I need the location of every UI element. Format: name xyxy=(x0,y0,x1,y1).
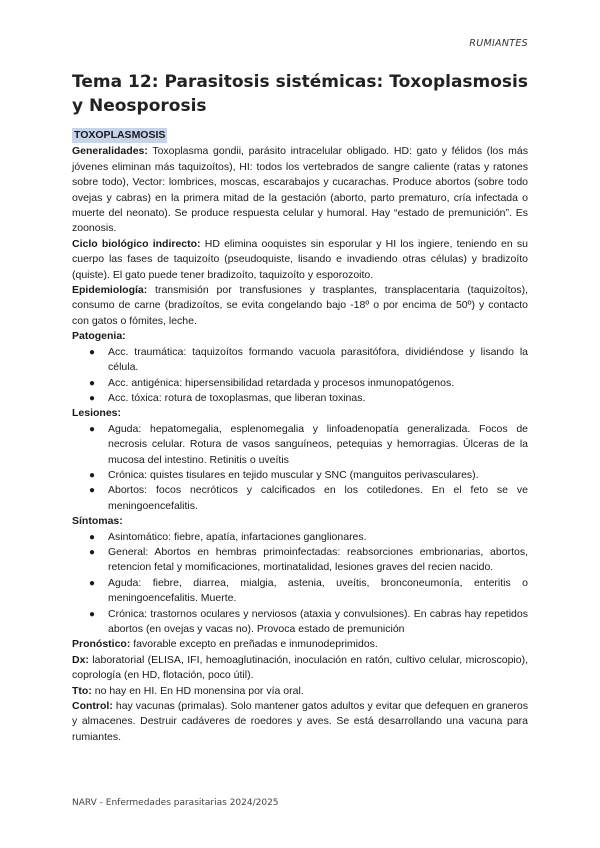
paragraph-ciclo xyxy=(72,237,528,283)
list-item xyxy=(89,422,528,468)
list-item-text: Aguda: fiebre, diarrea, mialgia, astenia, uveítis, bronconeumonía, enteritis o meningoencefalitis. Muerte. xyxy=(108,576,528,605)
paragraph-control xyxy=(72,699,528,745)
bullet-icon: ● xyxy=(89,485,96,497)
list-item-text: Crónica: trastornos oculares y nerviosos (ataxia y convulsiones). En cabras hay repetidos abortos (en ovejas y vacas no). Provoca estado de premunición xyxy=(108,607,528,635)
label-control: Control: xyxy=(72,700,113,713)
bullet-icon: ● xyxy=(89,392,96,404)
text-dx: laboratorial (ELISA, IFI, hemoaglutinación, inoculación en ratón, cultivo celular, microscopio), coprología (en HD, flotación, poco útil). xyxy=(72,653,528,682)
label-ciclo: Ciclo biológico indirecto: xyxy=(72,237,201,250)
label-patogenia: Patogenia: xyxy=(72,330,126,343)
label-pronostico: Pronóstico: xyxy=(72,638,131,651)
list-lesiones xyxy=(72,422,528,514)
text-generalidades: Toxoplasma gondii, parásito intracelular obligado. HD: gato y félidos (los más jóvenes eliminan más taquizoítos), HI: todos los vertebrados de sangre caliente (ratas y ratones sobre todo), Vector: lombrices, moscas, escarabajos y cucarachas. Produce abortos (sobre todo ovejas y cabras) en la primera mitad de la gestación (aborto, parto prematuro, cría infectada o muerte del neonato). Se produce respuesta celular y humoral. Hay “estado de premunición”. Es zoonosis. xyxy=(72,145,528,235)
text-control: hay vacunas (primalas). Solo mantener gatos adultos y evitar que defequen en graneros y almacenes. Destruir cadáveres de roedores y aves. Se está desarrollando una vacuna para rumiantes. xyxy=(72,700,528,743)
list-item xyxy=(89,483,528,514)
list-item xyxy=(89,376,528,391)
list-item-text: Acc. tóxica: rotura de toxoplasmas, que liberan toxinas. xyxy=(108,391,366,404)
page-footer: NARV - Enfermedades parasitarias 2024/2025 xyxy=(72,798,279,808)
list-item-text: Aguda: hepatomegalia, esplenomegalia y linfoadenopatía generalizada. Focos de necrosis celular. Rotura de vasos sanguíneos, petequias y hemorragias. Úlceras de la mucosa del intestino. Retinitis o uveítis xyxy=(108,422,528,466)
label-epidemiologia: Epidemiología: xyxy=(72,284,148,297)
header-tag: RUMIANTES xyxy=(469,38,528,49)
paragraph-pronostico xyxy=(72,637,528,652)
text-tto: no hay en HI. En HD monensina por vía oral. xyxy=(91,684,304,697)
paragraph-dx xyxy=(72,653,528,684)
list-item xyxy=(89,468,528,483)
heading-lesiones xyxy=(72,406,528,421)
bullet-icon: ● xyxy=(89,346,96,358)
bullet-icon: ● xyxy=(89,469,96,481)
list-item xyxy=(89,530,528,545)
list-item-text: Crónica: quistes tisulares en tejido muscular y SNC (manguitos perivasculares). xyxy=(108,468,479,481)
paragraph-epidemiologia xyxy=(72,283,528,329)
heading-patogenia xyxy=(72,329,528,344)
list-patogenia xyxy=(72,345,528,407)
label-dx: Dx: xyxy=(72,653,89,666)
paragraph-tto xyxy=(72,684,528,699)
label-generalidades: Generalidades: xyxy=(72,145,148,158)
list-item-text: Acc. antigénica: hipersensibilidad retardada y procesos inmunopatógenos. xyxy=(108,376,455,389)
bullet-icon: ● xyxy=(89,608,96,620)
bullet-icon: ● xyxy=(89,377,96,389)
text-ciclo: HD elimina ooquistes sin esporular y HI los ingiere, teniendo en su cuerpo las fases de taquizoíto (pseudoquiste, lisando e invadiendo otras células) y bradizoíto (quiste). El gato puede tener bradizoíto, taquizoíto y esporozoito. xyxy=(72,237,529,281)
bullet-icon: ● xyxy=(89,423,96,435)
list-item xyxy=(89,345,528,376)
section-heading: TOXOPLASMOSIS xyxy=(72,128,167,143)
text-epidemiologia: transmisión por transfusiones y trasplantes, transplacentaria (taquizoítos), consumo de carne (bradizoítos, se evita congelando bajo -18º o por encima de 50º) y contacto con gatos o fómites, leche. xyxy=(72,284,528,327)
label-tto: Tto: xyxy=(72,684,92,697)
list-item-text: Abortos: focos necróticos y calcificados en los cotiledones. En el feto se ve meningoencefalitis. xyxy=(108,484,528,512)
list-item-text: General: Abortos en hembras primoinfectadas: reabsorciones embrionarias, abortos, retencion fetal y momificaciones, mortinatalidad, lesiones graves del recien nacido. xyxy=(108,545,528,574)
text-pronostico: favorable excepto en preñadas e inmunodeprimidos. xyxy=(130,638,378,651)
paragraph-generalidades xyxy=(72,144,528,236)
bullet-icon: ● xyxy=(89,577,96,589)
bullet-icon: ● xyxy=(89,531,96,543)
heading-sintomas xyxy=(72,514,528,529)
list-item xyxy=(89,607,528,638)
page-title: Tema 12: Parasitosis sistémicas: Toxoplasmosis y Neosporosis xyxy=(72,72,528,116)
list-sintomas xyxy=(72,530,528,638)
list-item xyxy=(89,545,528,576)
list-item-text: Asintomático: fiebre, apatía, infartaciones ganglionares. xyxy=(108,530,367,543)
document-body xyxy=(72,128,528,745)
bullet-icon: ● xyxy=(89,546,96,558)
label-lesiones: Lesiones: xyxy=(72,407,122,420)
label-sintomas: Síntomas: xyxy=(72,515,123,528)
list-item xyxy=(89,391,528,406)
list-item-text: Acc. traumática: taquizoítos formando vacuola parasitófora, dividiéndose y lisando la célula. xyxy=(108,345,528,374)
list-item xyxy=(89,576,528,607)
